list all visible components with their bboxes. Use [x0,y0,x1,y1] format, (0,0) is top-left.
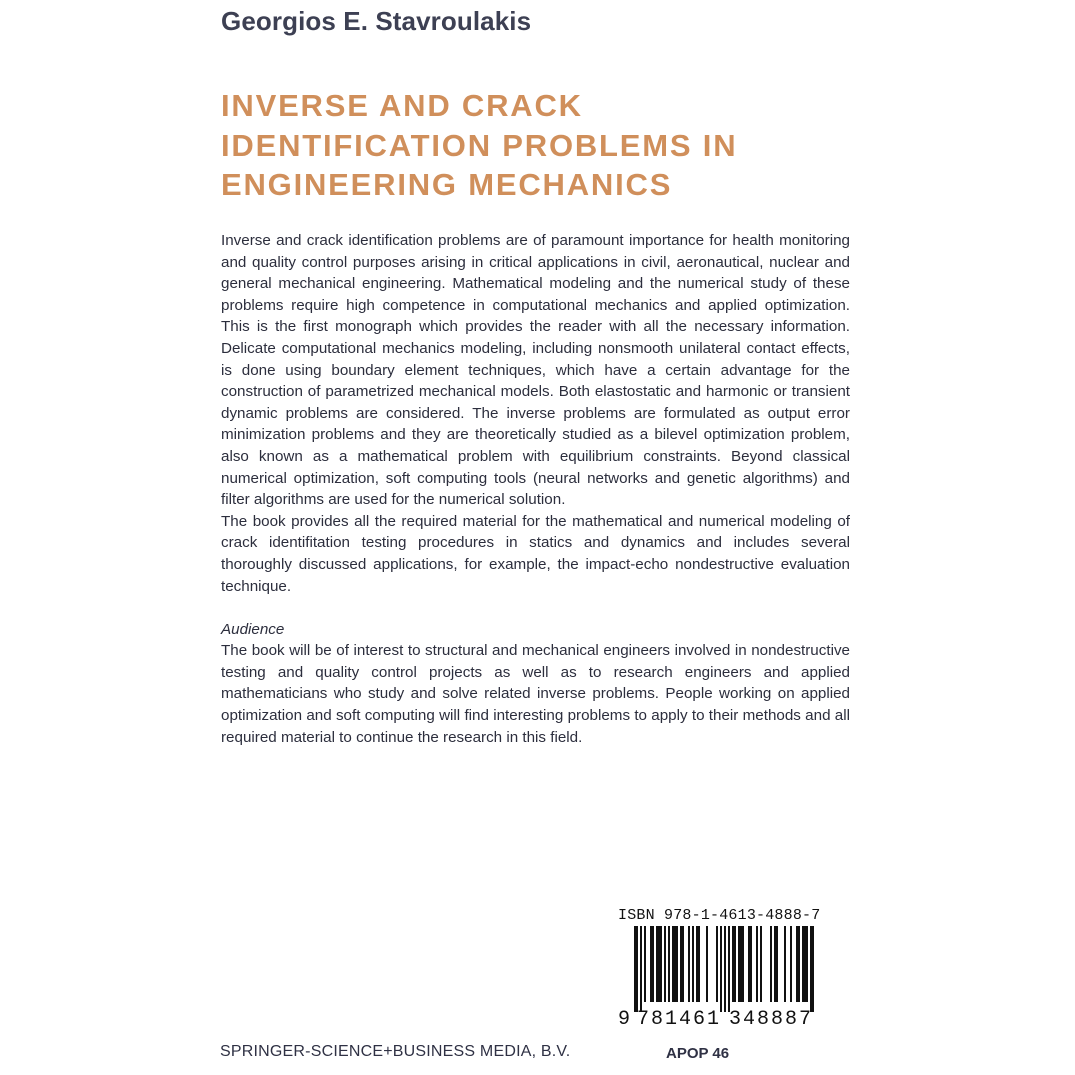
barcode-bar [634,926,638,1012]
book-title-line: INVERSE AND CRACK [221,88,583,123]
barcode-bar [716,926,718,1002]
barcode-bar [706,926,708,1002]
barcode-bar [668,926,670,1002]
book-title-line: ENGINEERING MECHANICS [221,167,673,202]
barcode-bar [720,926,722,1012]
barcode-bar [770,926,772,1002]
barcode-bar [796,926,800,1002]
barcode-bar [784,926,786,1002]
barcode-bar [656,926,662,1002]
barcode-bar [650,926,654,1002]
barcode-digits-left: 781461 [637,1008,719,1026]
book-title [221,86,861,205]
publisher-name: SPRINGER-SCIENCE+BUSINESS MEDIA, B.V. [220,1043,571,1060]
barcode-bar [760,926,762,1002]
barcode-bar [680,926,684,1002]
audience-heading: Audience [221,620,285,638]
series-code: APOP 46 [666,1045,730,1062]
book-title-line: IDENTIFICATION PROBLEMS IN [221,127,738,163]
barcode-bar [640,926,642,1012]
barcode-bar [810,926,814,1012]
back-cover-blurb [221,230,850,748]
barcode-bar [696,926,700,1002]
barcode-bar [644,926,646,1002]
barcode-bar [728,926,730,1012]
barcode-bar [802,926,808,1002]
description-paragraph: The book provides all the required material for the mathematical and numerical modeling of crack identifitation testing procedures in statics and dynamics and includes several thoroughly discussed applications, for example, the impact-echo nondestructive evaluation technique. [221,512,850,595]
barcode-bar [790,926,792,1002]
barcode-bar [724,926,726,1012]
barcode-bar [672,926,678,1002]
barcode-bar [748,926,752,1002]
barcode-bar [692,926,694,1002]
description-paragraph: Inverse and crack identification problems are of paramount importance for health monitoring and quality control purposes arising in critical applications in civil, aeronautical, nuclear and general mechanical engineering. Mathematical modeling and the numerical study of these problems require high competence in computational mechanics and applied optimization. This is the first monograph which provides the reader with all the necessary information. Delicate computational mechanics modeling, including nonsmooth unilateral contact effects, is done using boundary element techniques, which have a certain advantage for the construction of parametrized mechanical models. Both elastostatic and harmonic or transient dynamic problems are considered. The inverse problems are formulated as output error minimization problems and they are theoretically studied as a bilevel optimization problem, also known as a mathematical problem with equilibrium constraints. Beyond classical numerical optimization, soft computing tools (neural networks and genetic algorithms) and filter algorithms are used for the numerical solution. [221,232,850,509]
barcode-bar [756,926,758,1002]
barcode-digit-lead: 9 [618,1008,631,1026]
barcode-bar [664,926,666,1002]
author-name: Georgios E. Stavroulakis [221,6,532,36]
isbn-label: ISBN 978-1-4613-4888-7 [618,907,821,924]
isbn-barcode [612,906,840,1026]
barcode-digits-right: 348887 [729,1008,811,1026]
barcode-bar [774,926,778,1002]
audience-paragraph: The book will be of interest to structural and mechanical engineers involved in nondestructive testing and quality control projects as well as to research engineers and applied mathematicians who study and solve related inverse problems. People working on applied optimization and soft computing will find interesting problems to apply to their methods and all required material to continue the research in this field. [221,642,850,746]
barcode-bar [688,926,690,1002]
barcode-bar [732,926,736,1002]
barcode-bars [612,926,840,1026]
barcode-bar [738,926,744,1002]
